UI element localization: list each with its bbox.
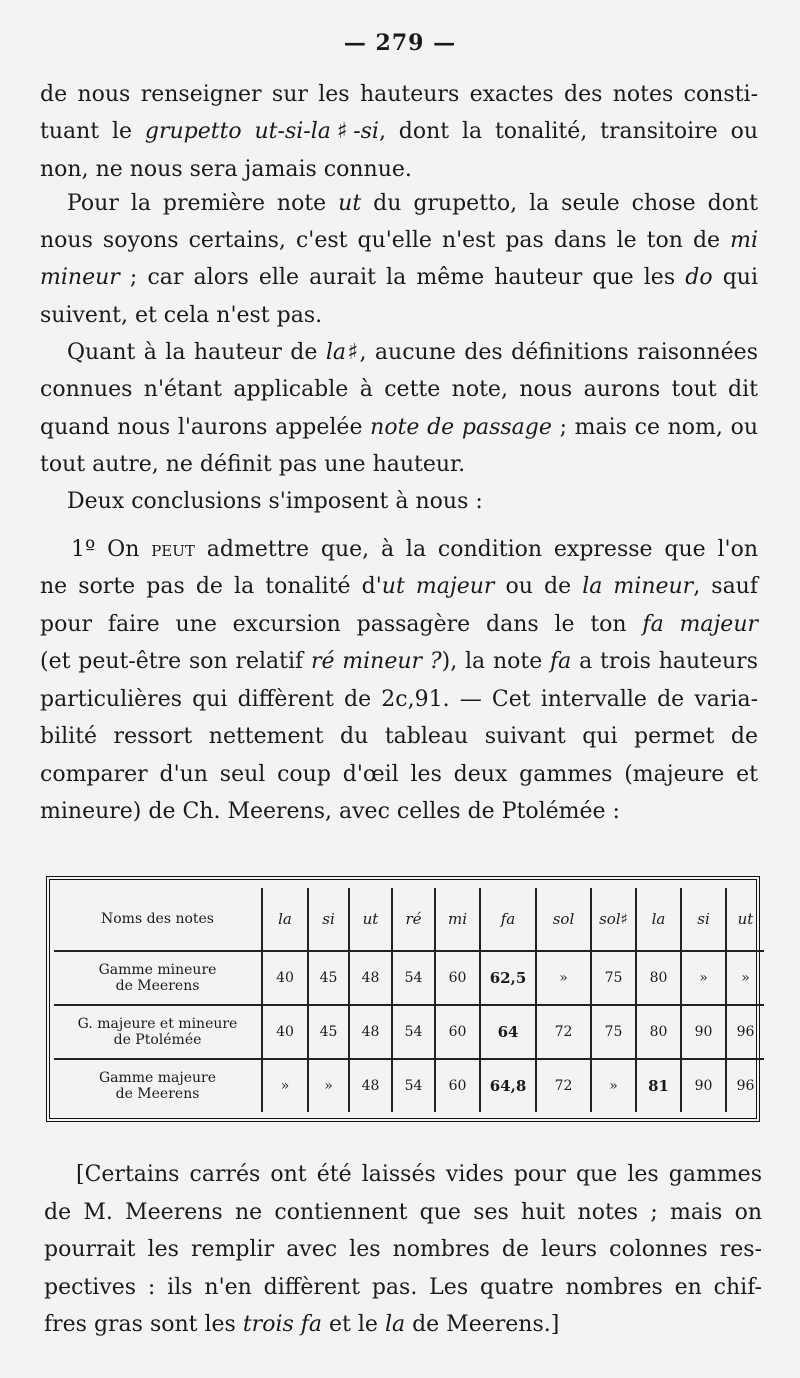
text-run: mineure) de Ch. Meerens, avec celles de Ptolémée : [40, 799, 620, 824]
text-run: et le [322, 1312, 385, 1337]
text-line [71, 535, 758, 565]
text-run: , sauf [693, 574, 758, 599]
text-line [40, 797, 758, 827]
row-label-line: G. majeure et mineure [77, 1016, 238, 1032]
notes-table [54, 888, 764, 1112]
value-cell: 80 [636, 951, 681, 1005]
text-line [67, 189, 758, 219]
value-cell: » [591, 1059, 636, 1112]
text-run: qui [712, 265, 758, 290]
text-line [40, 572, 758, 602]
value-cell: 40 [262, 1005, 308, 1059]
text-run: Pour la première note [67, 191, 339, 216]
row-label-line: de Ptolémée [113, 1032, 202, 1048]
value-cell: 75 [591, 951, 636, 1005]
text-run: tout autre, ne définit pas une hauteur. [40, 452, 466, 477]
text-run: ou de [494, 574, 583, 599]
italic-run: ut [338, 191, 362, 216]
text-line [44, 1273, 762, 1303]
row-header-cell: Noms des notes [100, 911, 214, 927]
italic-run: la♯ [325, 340, 360, 365]
value-cell: » [681, 951, 726, 1005]
value-cell: 48 [349, 1005, 392, 1059]
note-column-header: sol [536, 888, 591, 951]
table-header-row [54, 888, 764, 951]
value-cell: » [726, 951, 764, 1005]
italic-run: la mineur [582, 574, 694, 599]
text-line [40, 610, 758, 640]
value-cell: 60 [435, 1005, 480, 1059]
text-run: fres gras sont les [44, 1312, 243, 1337]
text-run: (et peut-être son relatif [40, 649, 311, 674]
text-run: de Meerens.] [405, 1312, 560, 1337]
italic-run: la [384, 1312, 406, 1337]
text-run: pour faire une excursion passagère dans le ton [40, 612, 643, 637]
value-cell: 80 [636, 1005, 681, 1059]
text-line [40, 117, 758, 147]
value-cell: 54 [392, 1005, 435, 1059]
text-run: Deux conclusions s'imposent à nous : [67, 489, 483, 514]
italic-run: mineur [40, 265, 120, 290]
text-run: ; car alors elle aurait la même hauteur que les [119, 265, 686, 290]
text-run: ), la note [441, 649, 551, 674]
row-label [54, 1059, 262, 1112]
text-run: , aucune des définitions raisonnées [359, 340, 758, 365]
text-run: de M. Meerens ne contiennent que ses huit notes ; mais on [44, 1200, 762, 1225]
table-body [54, 951, 764, 1112]
note-column-header: ut [349, 888, 392, 951]
text-run: comparer d'un seul coup d'œil les deux gammes (majeure et [40, 762, 758, 787]
note-column-header: si [308, 888, 349, 951]
italic-run: note de passage [370, 415, 552, 440]
text-run: nous soyons certains, c'est qu'elle n'est pas dans le ton de [40, 228, 731, 253]
page-number: — 279 — [343, 30, 457, 56]
text-run: bilité ressort nettement du tableau suivant qui permet de [40, 724, 758, 749]
row-label [54, 1005, 262, 1059]
text-run: pectives : ils n'en diffèrent pas. Les quatre nombres en chif- [44, 1275, 762, 1300]
note-column-header: fa [480, 888, 536, 951]
notes-table-frame [46, 876, 760, 1122]
text-line [44, 1198, 762, 1228]
italic-run: mi [730, 228, 758, 253]
table-row [54, 1005, 764, 1059]
value-cell: 45 [308, 951, 349, 1005]
value-cell: 72 [536, 1005, 591, 1059]
italic-run: ré mineur ? [310, 649, 442, 674]
value-cell: 96 [726, 1059, 764, 1112]
text-line [76, 1160, 762, 1190]
note-column-header: la [262, 888, 308, 951]
italic-run: fa [550, 649, 572, 674]
italic-run: do [685, 265, 713, 290]
row-label-line: Gamme majeure [98, 1070, 217, 1086]
text-line [40, 413, 758, 443]
note-column-header: si [681, 888, 726, 951]
value-cell: 40 [262, 951, 308, 1005]
text-run: ; mais ce nom, ou [551, 415, 758, 440]
value-cell: 64,8 [480, 1059, 536, 1112]
small-caps-run: peut [151, 537, 195, 562]
text-run: Quant à la hauteur de [67, 340, 326, 365]
text-run: quand nous l'aurons appelée [40, 415, 371, 440]
text-line [44, 1310, 762, 1340]
text-run: de nous renseigner sur les hauteurs exactes des notes consti- [40, 82, 758, 107]
value-cell: 90 [681, 1005, 726, 1059]
row-label-line: de Meerens [115, 978, 200, 994]
text-line [40, 263, 758, 293]
text-run: non, ne nous sera jamais connue. [40, 157, 412, 182]
value-cell: 48 [349, 1059, 392, 1112]
value-cell: 60 [435, 1059, 480, 1112]
row-label-line: Gamme mineure [98, 962, 217, 978]
value-cell: 90 [681, 1059, 726, 1112]
note-column-header: ut [726, 888, 764, 951]
note-column-header: mi [435, 888, 480, 951]
text-run: suivent, et cela n'est pas. [40, 303, 323, 328]
text-line [40, 80, 758, 110]
italic-run: grupetto ut-si-la♯-si [144, 119, 379, 144]
row-label-line: de Meerens [115, 1086, 200, 1102]
text-run: [Certains carrés ont été laissés vides pour que les gammes [76, 1162, 762, 1187]
value-cell: 96 [726, 1005, 764, 1059]
text-run: 1º On [71, 537, 152, 562]
text-run: tuant le [40, 119, 145, 144]
text-line [44, 1235, 762, 1265]
text-run: pourrait les remplir avec les nombres de leurs colonnes res- [44, 1237, 762, 1262]
value-cell: 54 [392, 951, 435, 1005]
italic-run: trois fa [242, 1312, 323, 1337]
text-line [40, 722, 758, 752]
text-line [67, 487, 758, 517]
value-cell: 45 [308, 1005, 349, 1059]
text-line [40, 760, 758, 790]
value-cell: » [536, 951, 591, 1005]
value-cell: » [262, 1059, 308, 1112]
value-cell: 54 [392, 1059, 435, 1112]
text-line [40, 155, 758, 185]
value-cell: 48 [349, 951, 392, 1005]
note-column-header: la [636, 888, 681, 951]
text-run: a trois hauteurs [571, 649, 758, 674]
value-cell: 64 [480, 1005, 536, 1059]
italic-run: ut majeur [381, 574, 495, 599]
text-run: admettre que, à la condition expresse que l'on [194, 537, 758, 562]
text-line [40, 450, 758, 480]
value-cell: » [308, 1059, 349, 1112]
value-cell: 75 [591, 1005, 636, 1059]
text-run: connues n'étant applicable à cette note, nous aurons tout dit [40, 377, 758, 402]
text-line [67, 338, 758, 368]
value-cell: 72 [536, 1059, 591, 1112]
note-column-header: ré [392, 888, 435, 951]
value-cell: 81 [636, 1059, 681, 1112]
row-label [54, 951, 262, 1005]
text-line [40, 375, 758, 405]
value-cell: 62,5 [480, 951, 536, 1005]
note-column-header: sol♯ [591, 888, 636, 951]
text-run: du grupetto, la seule chose dont [361, 191, 758, 216]
text-line [40, 685, 758, 715]
table-row [54, 951, 764, 1005]
table-row [54, 1059, 764, 1112]
text-line [40, 226, 758, 256]
italic-run: fa majeur [642, 612, 759, 637]
text-line [40, 301, 758, 331]
text-run: ne sorte pas de la tonalité d' [40, 574, 382, 599]
value-cell: 60 [435, 951, 480, 1005]
text-run: particulières qui diffèrent de 2c,91. — Cet intervalle de varia- [40, 687, 758, 712]
text-line [40, 647, 758, 677]
text-run: , dont la tonalité, transitoire ou [378, 119, 758, 144]
